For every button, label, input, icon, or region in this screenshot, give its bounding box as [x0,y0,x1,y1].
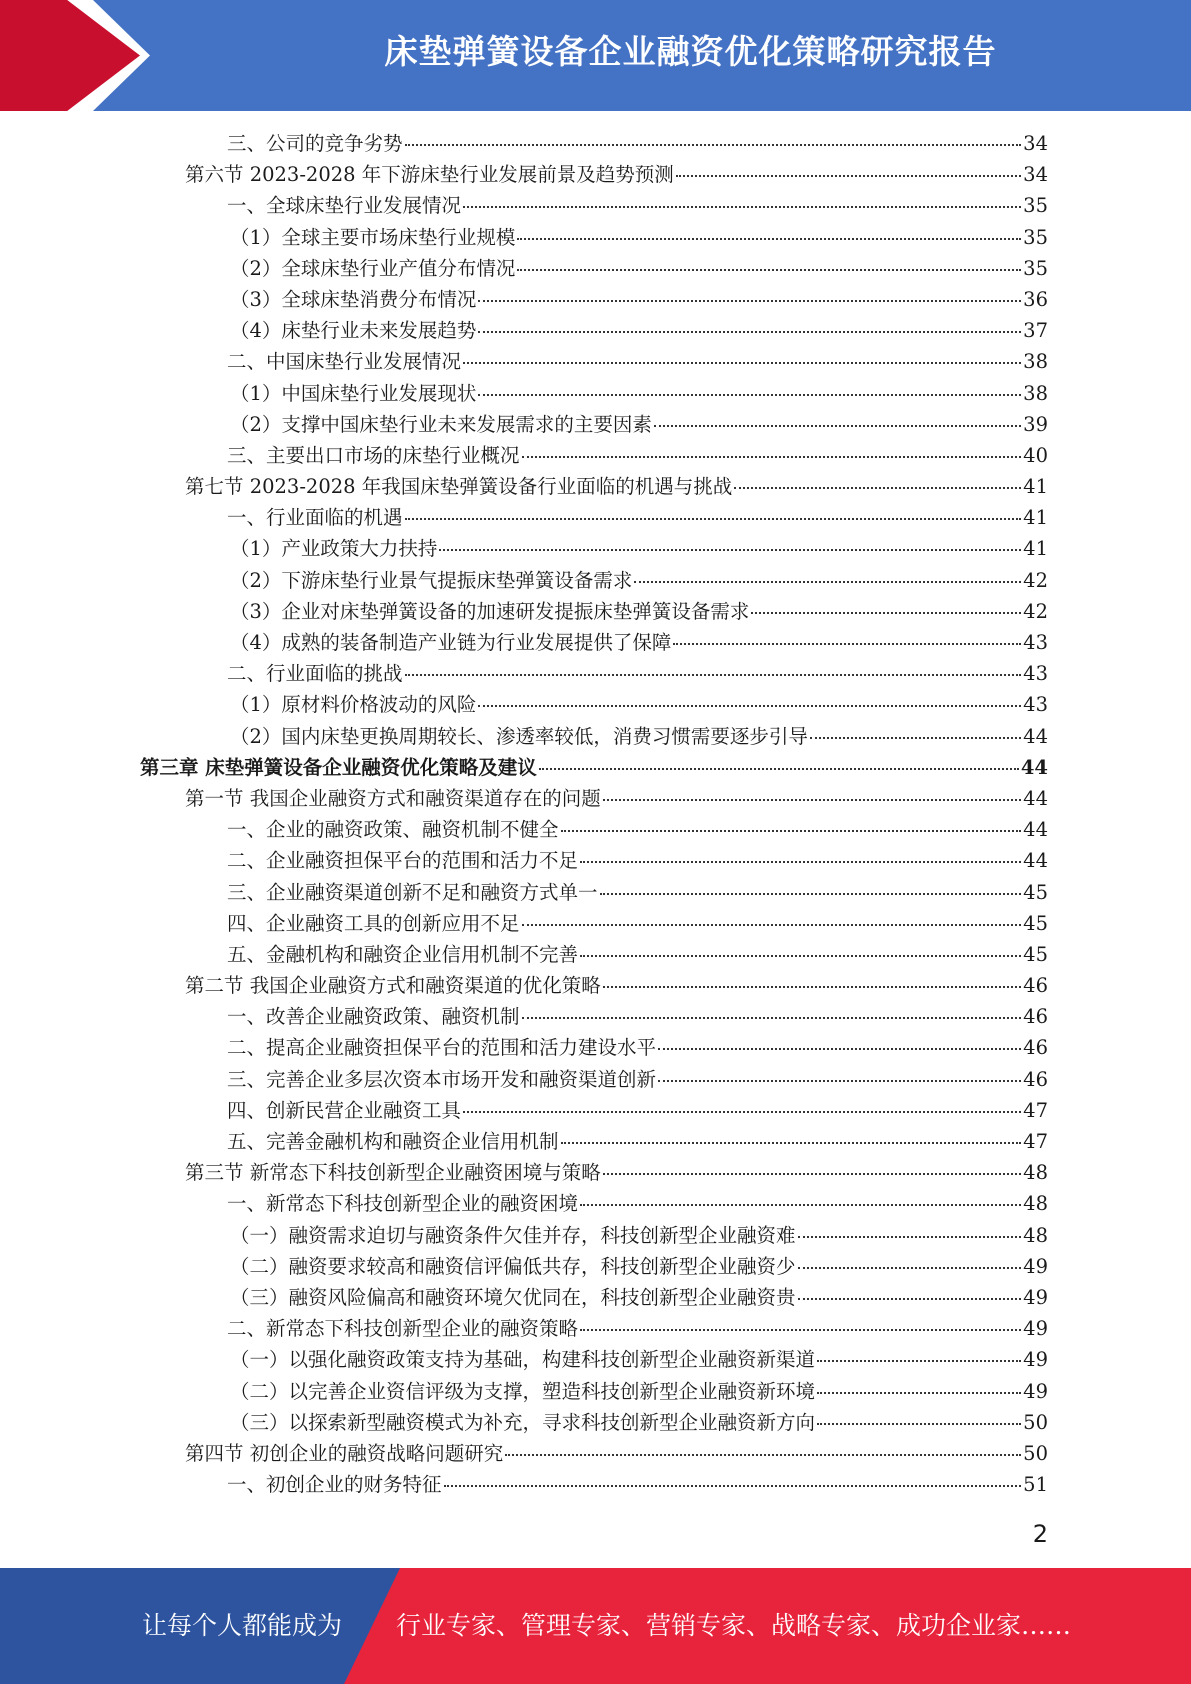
toc-entry-label: （1）全球主要市场床垫行业规模 [230,225,516,249]
toc-entry-page: 41 [1023,506,1048,530]
toc-entry[interactable] [140,222,1048,253]
toc-entry-page: 45 [1023,880,1048,904]
toc-entry[interactable] [140,1032,1048,1063]
toc-entry[interactable] [140,1220,1048,1251]
toc-dot-leader [405,144,1022,146]
toc-dot-leader [798,1298,1022,1300]
toc-dot-leader [634,581,1021,583]
footer-slogan-tail: 行业专家、管理专家、营销专家、战略专家、成功企业家…… [396,1611,1072,1640]
toc-entry-page: 49 [1023,1285,1048,1309]
toc-entry[interactable] [140,1188,1048,1219]
page-footer [0,1568,1191,1684]
toc-entry-page: 42 [1023,568,1048,592]
toc-entry-label: （一）融资需求迫切与融资条件欠佳并存，科技创新型企业融资难 [230,1223,796,1247]
toc-entry-label: 五、金融机构和融资企业信用机制不完善 [227,942,579,966]
toc-dot-leader [673,643,1021,645]
toc-entry-label: 四、创新民营企业融资工具 [227,1098,462,1122]
toc-entry[interactable] [140,1438,1048,1469]
toc-entry[interactable] [140,1313,1048,1344]
toc-entry-page: 34 [1023,132,1048,155]
toc-dot-leader [658,1048,1021,1050]
toc-entry-label: 五、完善金融机构和融资企业信用机制 [227,1130,559,1153]
toc-entry-page: 44 [1023,786,1048,810]
toc-dot-leader [478,300,1021,302]
chevron-arrow-icon [0,0,140,111]
toc-entry-page: 39 [1023,412,1048,436]
toc-entry-page: 35 [1023,225,1048,249]
toc-entry-label: 第二节 我国企业融资方式和融资渠道的优化策略 [185,974,601,998]
toc-dot-leader [603,1173,1021,1175]
toc-entry-label: （2）国内床垫更换周期较长、渗透率较低，消费习惯需要逐步引导 [230,724,808,748]
toc-dot-leader [810,737,1021,739]
toc-entry[interactable] [140,939,1048,970]
toc-entry[interactable] [140,1095,1048,1126]
toc-dot-leader [734,487,1021,489]
toc-dot-leader [580,955,1021,957]
toc-entry-label: （1）中国床垫行业发展现状 [230,381,477,405]
toc-entry[interactable] [140,783,1048,814]
toc-entry-label: （4）成熟的装备制造产业链为行业发展提供了保障 [230,631,672,654]
toc-entry[interactable] [140,190,1048,221]
toc-entry-label: 一、初创企业的财务特征 [227,1473,442,1497]
toc-entry[interactable] [140,565,1048,596]
toc-entry[interactable] [140,721,1048,752]
toc-entry[interactable] [140,253,1048,284]
toc-dot-leader [798,1267,1022,1269]
toc-entry-page: 49 [1023,1254,1048,1278]
toc-dot-leader [517,238,1021,240]
toc-entry-page: 49 [1023,1348,1048,1372]
toc-entry-page: 48 [1023,1223,1048,1247]
toc-entry[interactable] [140,159,1048,190]
toc-entry-page: 44 [1023,849,1048,873]
toc-entry-page: 49 [1023,1317,1048,1341]
toc-entry[interactable] [140,1407,1048,1438]
toc-dot-leader [463,206,1021,208]
toc-entry[interactable] [140,284,1048,315]
toc-entry-label: 第六节 2023-2028 年下游床垫行业发展前景及趋势预测 [185,163,674,187]
toc-entry-page: 34 [1023,163,1048,187]
toc-entry[interactable] [140,502,1048,533]
toc-entry-label: 二、中国床垫行业发展情况 [227,350,462,374]
toc-entry[interactable] [140,471,1048,502]
toc-dot-leader [798,1236,1022,1238]
toc-dot-leader [751,612,1021,614]
toc-entry-page: 46 [1023,1036,1048,1060]
page-header [0,0,1191,111]
toc-entry-page: 43 [1023,631,1048,654]
toc-dot-leader [478,394,1021,396]
toc-entry-label: 第三章 床垫弹簧设备企业融资优化策略及建议 [140,755,537,779]
table-of-contents [140,128,1048,1500]
toc-entry-label: 一、全球床垫行业发展情况 [227,194,462,218]
toc-entry[interactable] [140,908,1048,939]
toc-entry[interactable] [140,877,1048,908]
toc-entry[interactable] [140,1469,1048,1500]
toc-entry-page: 43 [1023,693,1048,717]
toc-dot-leader [444,1485,1022,1487]
toc-entry-page: 50 [1023,1410,1048,1434]
toc-entry-page: 48 [1023,1192,1048,1216]
toc-entry-page: 47 [1023,1098,1048,1122]
toc-entry-label: 三、主要出口市场的床垫行业概况 [227,443,520,467]
toc-entry-label: 第七节 2023-2028 年我国床垫弹簧设备行业面临的机遇与挑战 [185,475,733,499]
toc-entry-label: 一、企业的融资政策、融资机制不健全 [227,818,559,842]
toc-dot-leader [517,269,1021,271]
toc-entry[interactable] [140,970,1048,1001]
toc-entry-label: （4）床垫行业未来发展趋势 [230,319,477,343]
toc-entry[interactable] [140,409,1048,440]
toc-entry[interactable] [140,1001,1048,1032]
toc-entry[interactable] [140,752,1048,783]
toc-entry-page: 43 [1023,662,1048,686]
toc-entry-page: 44 [1020,755,1048,779]
toc-dot-leader [600,893,1022,895]
toc-dot-leader [561,1142,1022,1144]
toc-entry-label: 二、新常态下科技创新型企业的融资策略 [227,1317,579,1341]
toc-entry[interactable] [140,814,1048,845]
toc-dot-leader [817,1392,1021,1394]
toc-dot-leader [580,861,1021,863]
toc-entry[interactable] [140,315,1048,346]
toc-entry-label: （二）以完善企业资信评级为支撑，塑造科技创新型企业融资新环境 [230,1379,816,1403]
toc-entry-page: 46 [1023,1005,1048,1029]
toc-entry-page: 48 [1023,1161,1048,1185]
toc-dot-leader [654,425,1021,427]
toc-entry[interactable] [140,346,1048,377]
toc-dot-leader [505,1454,1021,1456]
toc-dot-leader [522,924,1022,926]
toc-entry-page: 40 [1023,443,1048,467]
toc-entry[interactable] [140,1282,1048,1313]
toc-dot-leader [561,830,1022,832]
toc-entry-label: 二、行业面临的挑战 [227,662,403,686]
toc-entry[interactable] [140,845,1048,876]
toc-entry-page: 45 [1023,942,1048,966]
toc-entry-label: （1）原材料价格波动的风险 [230,693,477,717]
toc-entry-page: 44 [1023,724,1048,748]
toc-entry[interactable] [140,627,1048,658]
toc-entry-page: 38 [1023,350,1048,374]
toc-dot-leader [463,362,1021,364]
toc-entry-label: 一、新常态下科技创新型企业的融资困境 [227,1192,579,1216]
toc-entry-label: 三、公司的竞争劣势 [227,132,403,155]
toc-entry-page: 38 [1023,381,1048,405]
toc-dot-leader [405,518,1022,520]
toc-entry-label: 第三节 新常态下科技创新型企业融资困境与策略 [185,1161,601,1185]
toc-dot-leader [658,1080,1021,1082]
toc-entry-page: 37 [1023,319,1048,343]
toc-dot-leader [405,674,1022,676]
toc-entry-label: （三）以探索新型融资模式为补充，寻求科技创新型企业融资新方向 [230,1410,816,1434]
toc-entry-label: （3）企业对床垫弹簧设备的加速研发提振床垫弹簧设备需求 [230,599,750,623]
toc-dot-leader [603,799,1021,801]
report-title: 床垫弹簧设备企业融资优化策略研究报告 [384,32,997,71]
toc-dot-leader [522,1017,1022,1019]
toc-dot-leader [676,175,1021,177]
toc-entry-label: 三、完善企业多层次资本市场开发和融资渠道创新 [227,1067,657,1091]
toc-dot-leader [580,1204,1021,1206]
toc-entry[interactable] [140,1064,1048,1095]
toc-entry[interactable] [140,689,1048,720]
toc-entry-page: 35 [1023,194,1048,218]
toc-entry-label: （2）支撑中国床垫行业未来发展需求的主要因素 [230,412,652,436]
toc-entry[interactable] [140,658,1048,689]
toc-entry-label: 四、企业融资工具的创新应用不足 [227,911,520,935]
toc-entry-label: 一、改善企业融资政策、融资机制 [227,1005,520,1029]
toc-entry-page: 35 [1023,256,1048,280]
toc-dot-leader [539,768,1019,770]
toc-entry[interactable] [140,1157,1048,1188]
page-number: 2 [1032,1520,1048,1548]
toc-entry[interactable] [140,596,1048,627]
toc-dot-leader [817,1360,1021,1362]
toc-dot-leader [463,1111,1021,1113]
toc-dot-leader [478,705,1021,707]
toc-dot-leader [580,1329,1021,1331]
toc-entry-label: （三）融资风险偏高和融资环境欠优同在，科技创新型企业融资贵 [230,1285,796,1309]
toc-entry[interactable] [140,1344,1048,1375]
toc-entry[interactable] [140,1126,1048,1157]
toc-entry-label: （2）下游床垫行业景气提振床垫弹簧设备需求 [230,568,633,592]
toc-entry-label: （一）以强化融资政策支持为基础，构建科技创新型企业融资新渠道 [230,1348,816,1372]
toc-entry-label: 第一节 我国企业融资方式和融资渠道存在的问题 [185,786,601,810]
toc-entry[interactable] [140,1251,1048,1282]
toc-dot-leader [439,549,1021,551]
toc-entry-label: 二、提高企业融资担保平台的范围和活力建设水平 [227,1036,657,1060]
toc-entry[interactable] [140,533,1048,564]
toc-entry[interactable] [140,440,1048,471]
toc-entry-page: 42 [1023,599,1048,623]
toc-entry-label: 第四节 初创企业的融资战略问题研究 [185,1441,504,1465]
toc-dot-leader [522,456,1022,458]
toc-entry-page: 46 [1023,974,1048,998]
toc-entry-label: 三、企业融资渠道创新不足和融资方式单一 [227,880,598,904]
toc-dot-leader [478,331,1021,333]
toc-entry[interactable] [140,128,1048,159]
toc-entry-page: 44 [1023,818,1048,842]
toc-entry-label: （1）产业政策大力扶持 [230,537,438,561]
toc-dot-leader [817,1423,1021,1425]
toc-dot-leader [603,986,1021,988]
toc-entry-page: 41 [1023,475,1048,499]
toc-entry[interactable] [140,1376,1048,1407]
toc-entry[interactable] [140,378,1048,409]
toc-entry-label: 二、企业融资担保平台的范围和活力不足 [227,849,579,873]
footer-slogan-lead: 让每个人都能成为 [142,1611,343,1640]
toc-entry-page: 46 [1023,1067,1048,1091]
toc-entry-page: 47 [1023,1130,1048,1153]
toc-entry-page: 49 [1023,1379,1048,1403]
toc-entry-page: 41 [1023,537,1048,561]
toc-entry-page: 50 [1023,1441,1048,1465]
toc-entry-page: 45 [1023,911,1048,935]
toc-entry-label: 一、行业面临的机遇 [227,506,403,530]
toc-entry-label: （二）融资要求较高和融资信评偏低共存，科技创新型企业融资少 [230,1254,796,1278]
toc-entry-label: （2）全球床垫行业产值分布情况 [230,256,516,280]
toc-entry-page: 36 [1023,287,1048,311]
toc-entry-label: （3）全球床垫消费分布情况 [230,287,477,311]
toc-entry-page: 51 [1023,1473,1048,1497]
